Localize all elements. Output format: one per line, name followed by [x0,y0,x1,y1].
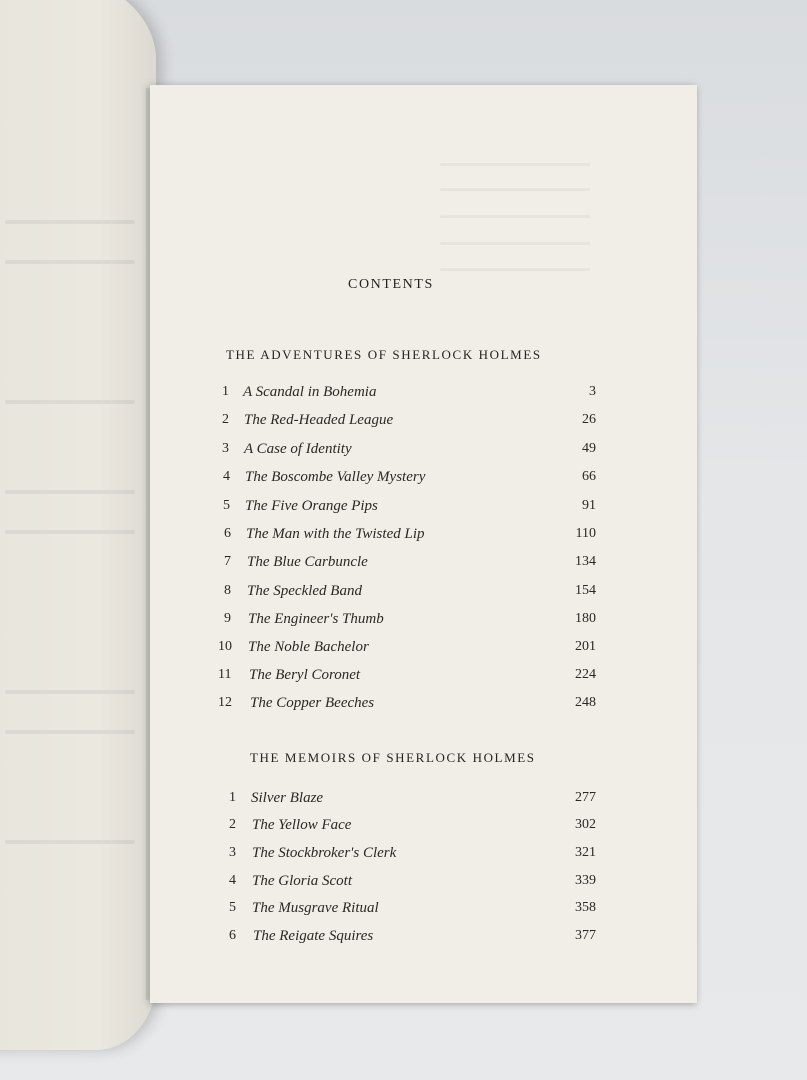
toc-entry [218,667,596,689]
toc-entry [218,639,596,661]
entry-title: The Engineer's Thumb [248,611,384,627]
toc-entry [222,384,596,406]
toc-entry [229,845,596,867]
toc-entry [218,695,596,717]
faded-text-line [5,840,135,844]
toc-entry [229,928,596,950]
entry-title: The Gloria Scott [252,873,352,889]
entry-number: 3 [222,441,229,456]
toc-entry [223,498,596,520]
entry-page: 66 [582,469,596,484]
entry-title: The Speckled Band [247,583,362,599]
entry-page: 91 [582,498,596,513]
entry-title: The Noble Bachelor [248,639,369,655]
entry-title: The Reigate Squires [253,928,374,944]
entry-page: 154 [575,583,596,598]
toc-entry [224,611,596,633]
entry-title: The Musgrave Ritual [252,900,379,916]
entry-title: The Copper Beeches [250,695,375,711]
entry-number: 1 [222,384,229,399]
show-through-line [440,268,590,271]
entry-page: 358 [575,900,596,915]
toc-entry [223,469,596,491]
entry-page: 49 [582,441,596,456]
entry-title: The Red-Headed League [244,412,394,428]
toc-entry [229,900,596,922]
faded-text-line [5,490,135,494]
entry-page: 110 [575,526,596,541]
entry-title: The Man with the Twisted Lip [246,526,425,542]
entry-number: 7 [224,554,231,569]
entry-page: 134 [575,554,596,569]
entry-number: 2 [222,412,229,427]
entry-title: The Beryl Coronet [249,667,361,683]
show-through-line [440,163,590,166]
toc-entry [222,441,596,463]
toc-entry [229,817,596,839]
faded-text-line [5,220,135,224]
toc-entry [224,583,596,605]
contents-heading: CONTENTS [348,277,434,292]
entry-page: 277 [575,790,596,805]
entry-number: 6 [224,526,231,541]
contents-page [150,85,697,1003]
entry-number: 6 [229,928,236,943]
faded-text-line [5,530,135,534]
entry-page: 3 [589,384,596,399]
entry-page: 201 [575,639,596,654]
entry-title: A Scandal in Bohemia [243,384,377,400]
section-heading-memoirs: THE MEMOIRS OF SHERLOCK HOLMES [250,750,536,765]
entry-page: 377 [575,928,596,943]
entry-number: 3 [229,845,236,860]
toc-entry [229,873,596,895]
left-facing-page [0,0,156,1050]
entry-number: 8 [224,583,231,598]
entry-number: 1 [229,790,236,805]
entry-number: 11 [218,667,232,682]
show-through-line [440,242,590,245]
entry-page: 180 [575,611,596,626]
entry-number: 4 [223,469,230,484]
faded-text-line [5,690,135,694]
faded-text-line [5,730,135,734]
faded-text-line [5,260,135,264]
show-through-line [440,215,590,218]
entry-number: 5 [229,900,236,915]
faded-text-line [5,400,135,404]
toc-entry [224,526,596,548]
section-heading-adventures: THE ADVENTURES OF SHERLOCK HOLMES [226,347,542,362]
entry-number: 9 [224,611,231,626]
show-through-line [440,188,590,191]
entry-page: 339 [575,873,596,888]
entry-title: The Stockbroker's Clerk [252,845,397,861]
entry-title: The Yellow Face [252,817,352,833]
entry-title: The Boscombe Valley Mystery [245,469,426,485]
entry-page: 26 [582,412,596,427]
entry-page: 224 [575,667,596,682]
entry-page: 248 [575,695,596,710]
entry-number: 5 [223,498,230,513]
entry-page: 321 [575,845,596,860]
entry-title: Silver Blaze [251,790,324,806]
entry-number: 4 [229,873,236,888]
entry-title: The Five Orange Pips [245,498,378,514]
entry-number: 12 [218,695,232,710]
toc-entry [222,412,596,434]
entry-title: A Case of Identity [244,441,352,457]
toc-entry [224,554,596,576]
entry-title: The Blue Carbuncle [247,554,368,570]
entry-page: 302 [575,817,596,832]
toc-entry [229,790,596,812]
entry-number: 10 [218,639,232,654]
entry-number: 2 [229,817,236,832]
